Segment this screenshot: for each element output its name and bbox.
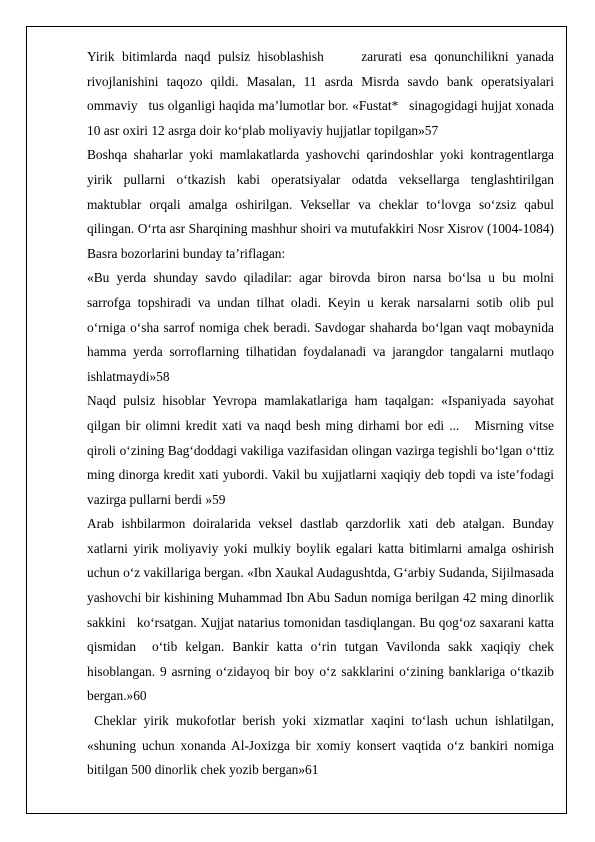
paragraph-2: Boshqa shaharlar yoki mamlakatlarda yashovchi qarindoshlar yoki kontragentlarga yirik pullarni o‘tkazish kabi operatsiyalar odatda veksellarga tenglashtirilgan maktublar orqali amalga oshirilgan. Veksellar va cheklar to‘lovga so‘zsiz qabul qilingan. O‘rta asr Sharqining mashhur shoiri va mutufakkiri Nosr Xisrov (1004-1084) Basra bozorlarini bunday ta’riflagan: (87, 147, 558, 261)
paragraph-5: Arab ishbilarmon doiralarida veksel dastlab qarzdorlik xati deb atalgan. Bunday xatlarni yirik moliyaviy yoki mulkiy boylik egalari katta bitimlarni amalga oshirish uchun o‘z vakillariga bergan. «Ibn Xaukal Audagushtda, G‘arbiy Sudanda, Sijilmasada yashovchi bir kishining Muhammad Ibn Abu Sadun nomiga berilgan 42 ming dinorlik sakkini ko‘rsatgan. Xujjat natarius tomonidan tasdiqlangan. Bu qog‘oz saxarani katta qismidan o‘tib kelgan. Bankir katta o‘rin tutgan Vavilonda sakk xaqiqiy chek hisoblangan. 9 asrning o‘zidayoq bir boy o‘z sakklarini o‘zining banklariga o‘tkazib bergan.»60 (87, 516, 558, 704)
paragraph-3: «Bu yerda shunday savdo qiladilar: agar birovda biron narsa bo‘lsa u bu molni sarrofga topshiradi va undan tilhat oladi. Keyin u kerak narsalarni sotib olib pul o‘rniga o‘sha sarrof nomiga chek beradi. Savdogar shaharda bo‘lgan vaqt mobaynida hamma yerda sorroflarning tilhatidan foydalanadi va jarangdor tangalarni mutlaqo ishlatmaydi»58 (87, 270, 558, 384)
paragraph-6: Cheklar yirik mukofotlar berish yoki xizmatlar xaqini to‘lash uchun ishlatilgan, «shuning uchun xonanda Al-Joxizga bir xomiy konsert vaqtida o‘z bankiri nomiga bitilgan 500 dinorlik chek yozib bergan»61 (87, 713, 558, 778)
paragraph-1: Yirik bitimlarda naqd pulsiz hisoblashish zarurati esa qonunchilikni yanada rivojlanishini taqozo qildi. Masalan, 11 asrda Misrda savdo bank operatsiyalari ommaviy tus olganligi haqida ma’lumotlar bor. «Fustat* sinagogidagi hujjat xonada 10 asr oxiri 12 asrga doir ko‘plab moliyaviy hujjatlar topilgan»57 (87, 49, 558, 138)
paragraph-4: Naqd pulsiz hisoblar Yevropa mamlakatlariga ham taqalgan: «Ispaniyada sayohat qilgan bir olimni kredit xati va naqd besh ming dirhami bor edi ... Misrning vitse qiroli o‘zining Bag‘doddagi vakiliga vazifasidan olingan vazirga tegishli bo‘lgan o‘ttiz ming dinorga kredit xati yubordi. Vakil bu xujjatlarni xaqiqiy deb topdi va iste’fodagi vazirga pullarni berdi »59 (87, 393, 558, 507)
document-body (87, 45, 558, 783)
